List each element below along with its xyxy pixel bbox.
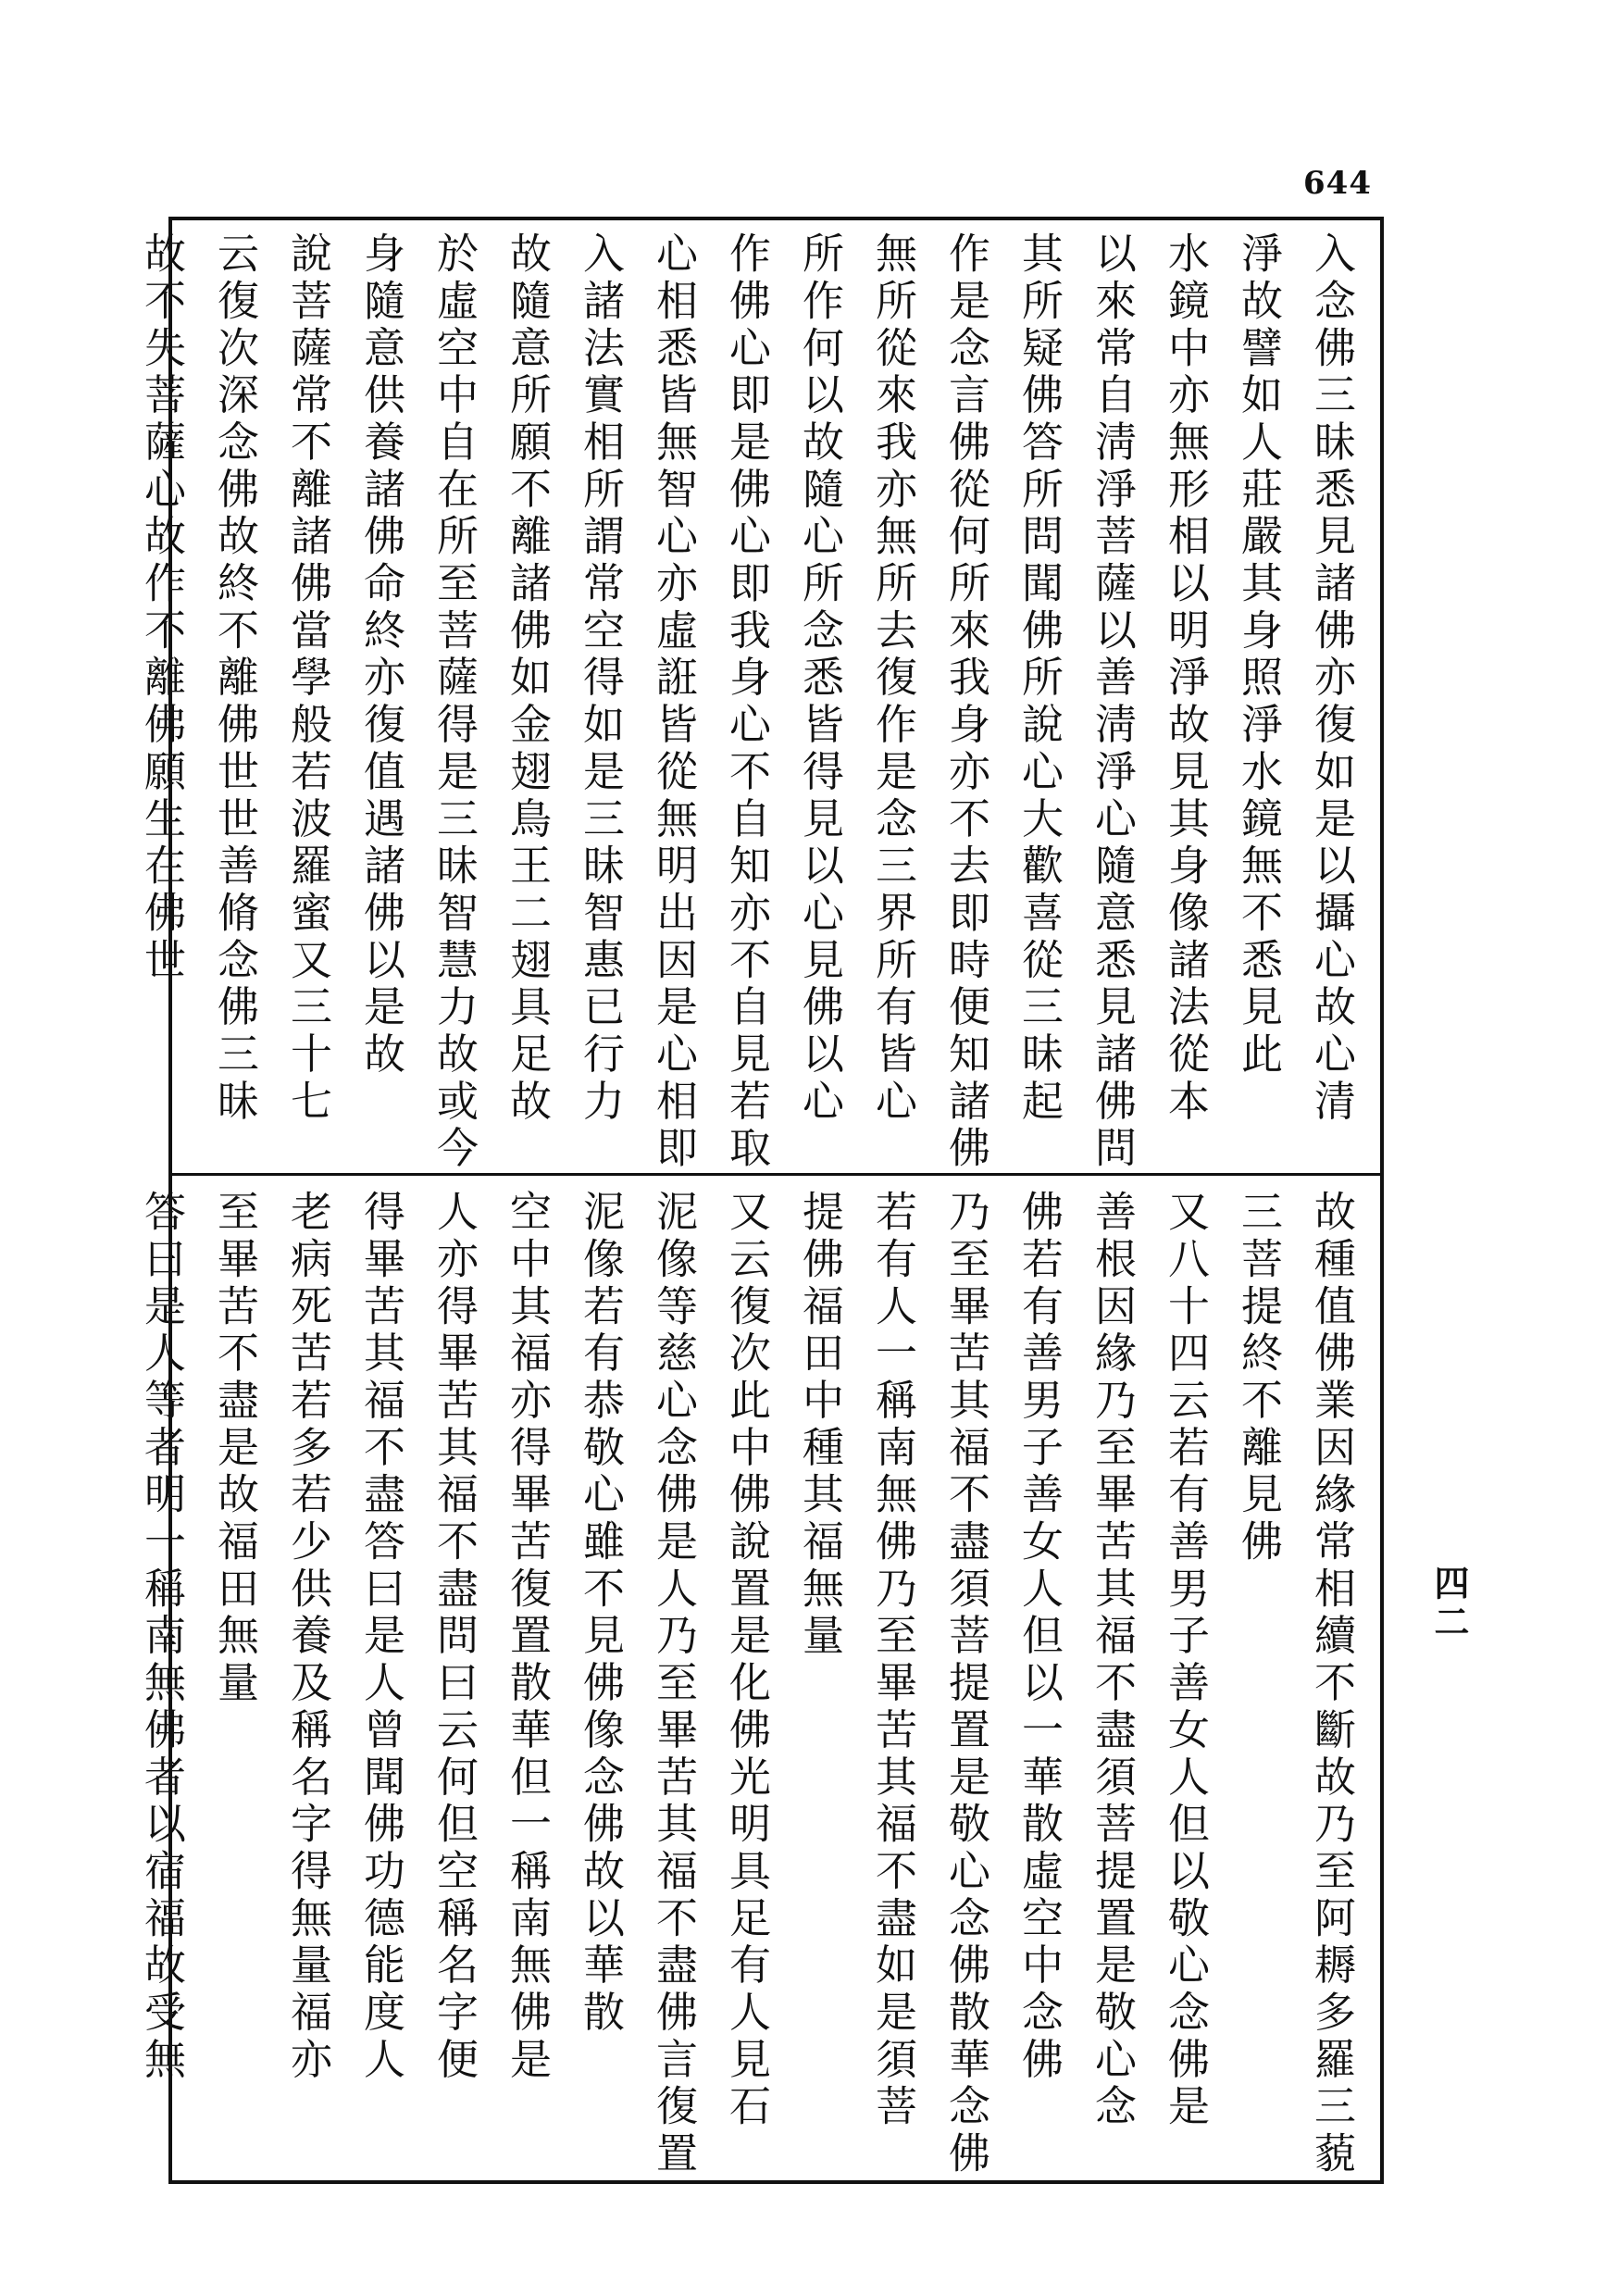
text-line: 故種值佛業因緣常相續不斷故乃至阿耨多羅三藐 bbox=[1307, 1190, 1356, 2178]
text-line: 云復次深念佛故終不離佛世世善脩念佛三昧 bbox=[210, 231, 259, 1127]
text-line: 作是念言佛從何所來我身亦不去即時便知諸佛 bbox=[941, 231, 990, 1173]
page-number: 644 bbox=[1303, 165, 1372, 202]
text-line: 所作何以故隨心所念悉皆得見以心見佛以心 bbox=[795, 231, 844, 1127]
text-line: 身隨意供養諸佛命終亦復值遇諸佛以是故 bbox=[356, 231, 405, 1079]
text-line: 無所從來我亦無所去復作是念三界所有皆心 bbox=[868, 231, 917, 1127]
text-line: 提佛福田中種其福無量 bbox=[795, 1190, 844, 1661]
text-line: 善根因緣乃至畢苦其福不盡須菩提置是敬心念 bbox=[1088, 1190, 1137, 2131]
text-line: 故隨意所願不離諸佛如金翅鳥王二翅具足故 bbox=[503, 231, 552, 1127]
text-line: 入諸法實相所謂常空得如是三昧智惠已行力 bbox=[576, 231, 625, 1127]
lower-text-block bbox=[137, 1190, 1368, 2178]
text-line: 乃至畢苦其福不盡須菩提置是敬心念佛散華念佛 bbox=[941, 1190, 990, 2178]
text-line: 又八十四云若有善男子善女人但以敬心念佛是 bbox=[1161, 1190, 1210, 2131]
text-line: 老病死苦若多若少供養及稱名字得無量福亦 bbox=[283, 1190, 332, 2085]
folio-number: 四二 bbox=[1428, 1565, 1470, 1642]
text-line: 作佛心即是佛心即我身心不自知亦不自見若取 bbox=[722, 231, 771, 1173]
text-line: 水鏡中亦無形相以明淨故見其身像諸法從本 bbox=[1161, 231, 1210, 1127]
text-line: 入念佛三昧悉見諸佛亦復如是以攝心故心清 bbox=[1307, 231, 1356, 1127]
text-line: 佛若有善男子善女人但以一華散虛空中念佛 bbox=[1014, 1190, 1064, 2085]
section-divider bbox=[172, 1173, 1380, 1176]
text-line: 故不失菩薩心故作不離佛願生在佛世 bbox=[137, 231, 186, 985]
text-line: 得畢苦其福不盡答曰是人曾聞佛功德能度人 bbox=[356, 1190, 405, 2085]
text-line: 又云復次此中佛說置是化佛光明具足有人見石 bbox=[722, 1190, 771, 2131]
text-line: 淨故譬如人莊嚴其身照淨水鏡無不悉見此 bbox=[1234, 231, 1283, 1079]
text-line: 人亦得畢苦其福不盡問曰云何但空稱名字便 bbox=[429, 1190, 479, 2085]
text-line: 心相悉皆無智心亦虛誑皆從無明出因是心相即 bbox=[649, 231, 698, 1173]
text-line: 其所疑佛答所問聞佛所說心大歡喜從三昧起 bbox=[1014, 231, 1064, 1127]
text-line: 至畢苦不盡是故福田無量 bbox=[210, 1190, 259, 1708]
text-line: 泥像等慈心念佛是人乃至畢苦其福不盡佛言復置 bbox=[649, 1190, 698, 2178]
text-line: 若有人一稱南無佛乃至畢苦其福不盡如是須菩 bbox=[868, 1190, 917, 2131]
text-line: 於虛空中自在所至菩薩得是三昧智慧力故或今 bbox=[429, 231, 479, 1173]
text-line: 空中其福亦得畢苦復置散華但一稱南無佛是 bbox=[503, 1190, 552, 2085]
text-line: 答曰是人等者明一稱南無佛者以宿福故受無 bbox=[137, 1190, 186, 2085]
text-line: 說菩薩常不離諸佛當學般若波羅蜜又三十七 bbox=[283, 231, 332, 1127]
upper-text-block bbox=[137, 231, 1368, 1173]
text-line: 以來常自淸淨菩薩以善淸淨心隨意悉見諸佛問 bbox=[1088, 231, 1137, 1173]
text-line: 三菩提終不離見佛 bbox=[1234, 1190, 1283, 1566]
text-line: 泥像若有恭敬心雖不見佛像念佛故以華散 bbox=[576, 1190, 625, 2038]
